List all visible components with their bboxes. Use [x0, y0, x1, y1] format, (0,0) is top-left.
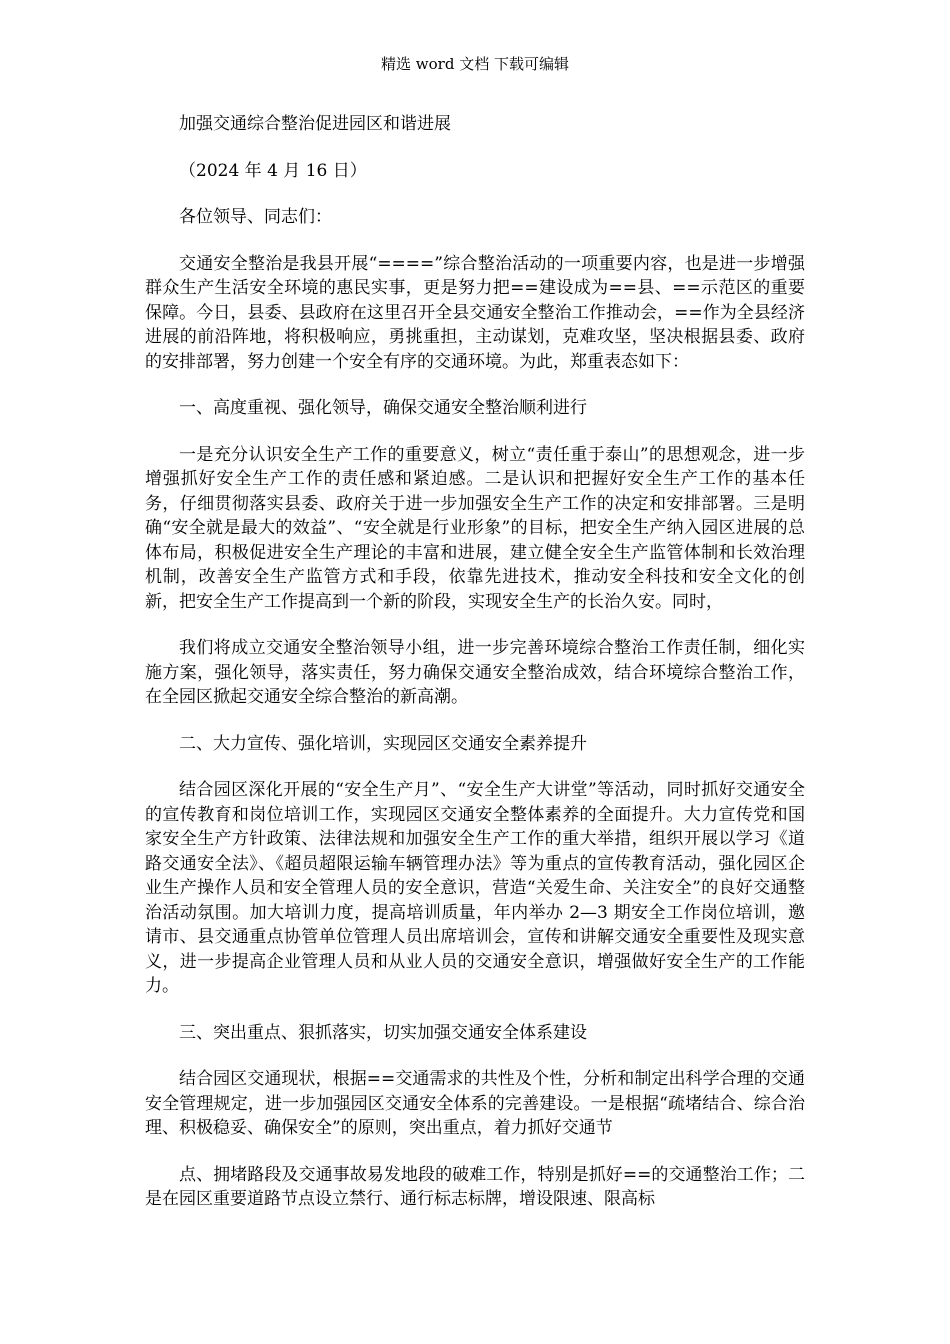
paragraph-intro: 交通安全整治是我县开展“====”综合整治活动的一项重要内容，也是进一步增强群众生产生活安全环境的惠民实事，更是努力把==建设成为==县、==示范区的重要保障。今日，县委、县政府在这里召开全县交通安全整治工作推动会，==作为全县经济进展的前沿阵地，将积极响应，勇挑重担，主动谋划，克难攻坚，坚决根据县委、政府的安排部署，努力创建一个安全有序的交通环境。为此，郑重表态如下：: [145, 253, 805, 372]
paragraph: 结合园区深化开展的“安全生产月”、“安全生产大讲堂”等活动，同时抓好交通安全的宣传教育和岗位培训工作，实现园区交通安全整体素养的全面提升。大力宣传党和国家安全生产方针政策、法律法规和加强安全生产工作的重大举措，组织开展以学习《道路交通安全法》、《超员超限运输车辆管理办法》等为重点的宣传教育活动，强化园区企业生产操作人员和安全管理人员的安全意识，营造“关爱生命、关注安全”的良好交通整治活动氛围。加大培训力度，提高培训质量，年内举办 2—3 期安全工作岗位培训，邀请市、县交通重点协管单位管理人员出席培训会，宣传和讲解交通安全重要性及现实意义，进一步提高企业管理人员和从业人员的交通安全意识，增强做好安全生产的工作能力。: [145, 780, 805, 996]
paragraph: 点、拥堵路段及交通事故易发地段的破难工作，特别是抓好==的交通整治工作；二是在园区重要道路节点设立禁行、通行标志标牌，增设限速、限高标: [145, 1164, 805, 1209]
document-date: （2024 年 4 月 16 日）: [179, 160, 367, 181]
paragraph: 一是充分认识安全生产工作的重要意义，树立“责任重于泰山”的思想观念，进一步增强抓好安全生产工作的责任感和紧迫感。二是认识和把握好安全生产工作的基本任务，仔细贯彻落实县委、政府关于进一步加强安全生产工作的决定和安排部署。三是明确“安全就是最大的效益”、“安全就是行业形象”的目标，把安全生产纳入园区进展的总体布局，积极促进安全生产理论的丰富和进展，建立健全安全生产监管体制和长效治理机制，改善安全生产监管方式和手段，依靠先进技术，推动安全科技和安全文化的创新，把安全生产工作提高到一个新的阶段，实现安全生产的长治久安。同时，: [145, 444, 805, 612]
document-title: 加强交通综合整治促进园区和谐进展: [179, 114, 451, 134]
paragraph: 结合园区交通现状，根据==交通需求的共性及个性，分析和制定出科学合理的交通安全管理规定，进一步加强园区交通安全体系的完善建设。一是根据“疏堵结合、综合治理、积极稳妥、确保安全”的原则，突出重点，着力抓好交通节: [145, 1069, 805, 1138]
section-heading-3: 三、突出重点、狠抓落实，切实加强交通安全体系建设: [179, 1022, 587, 1043]
page-header: 精选 word 文档 下载可编辑: [381, 55, 569, 73]
section-heading-2: 二、大力宣传、强化培训，实现园区交通安全素养提升: [179, 733, 587, 754]
salutation: 各位领导、同志们：: [179, 207, 332, 227]
paragraph: 我们将成立交通安全整治领导小组，进一步完善环境综合整治工作责任制，细化实施方案，强化领导，落实责任，努力确保交通安全整治成效，结合环境综合整治工作，在全园区掀起交通安全综合整治的新高潮。: [145, 638, 805, 707]
document-body: [145, 112, 805, 1234]
section-heading-1: 一、高度重视、强化领导，确保交通安全整治顺利进行: [179, 398, 587, 418]
